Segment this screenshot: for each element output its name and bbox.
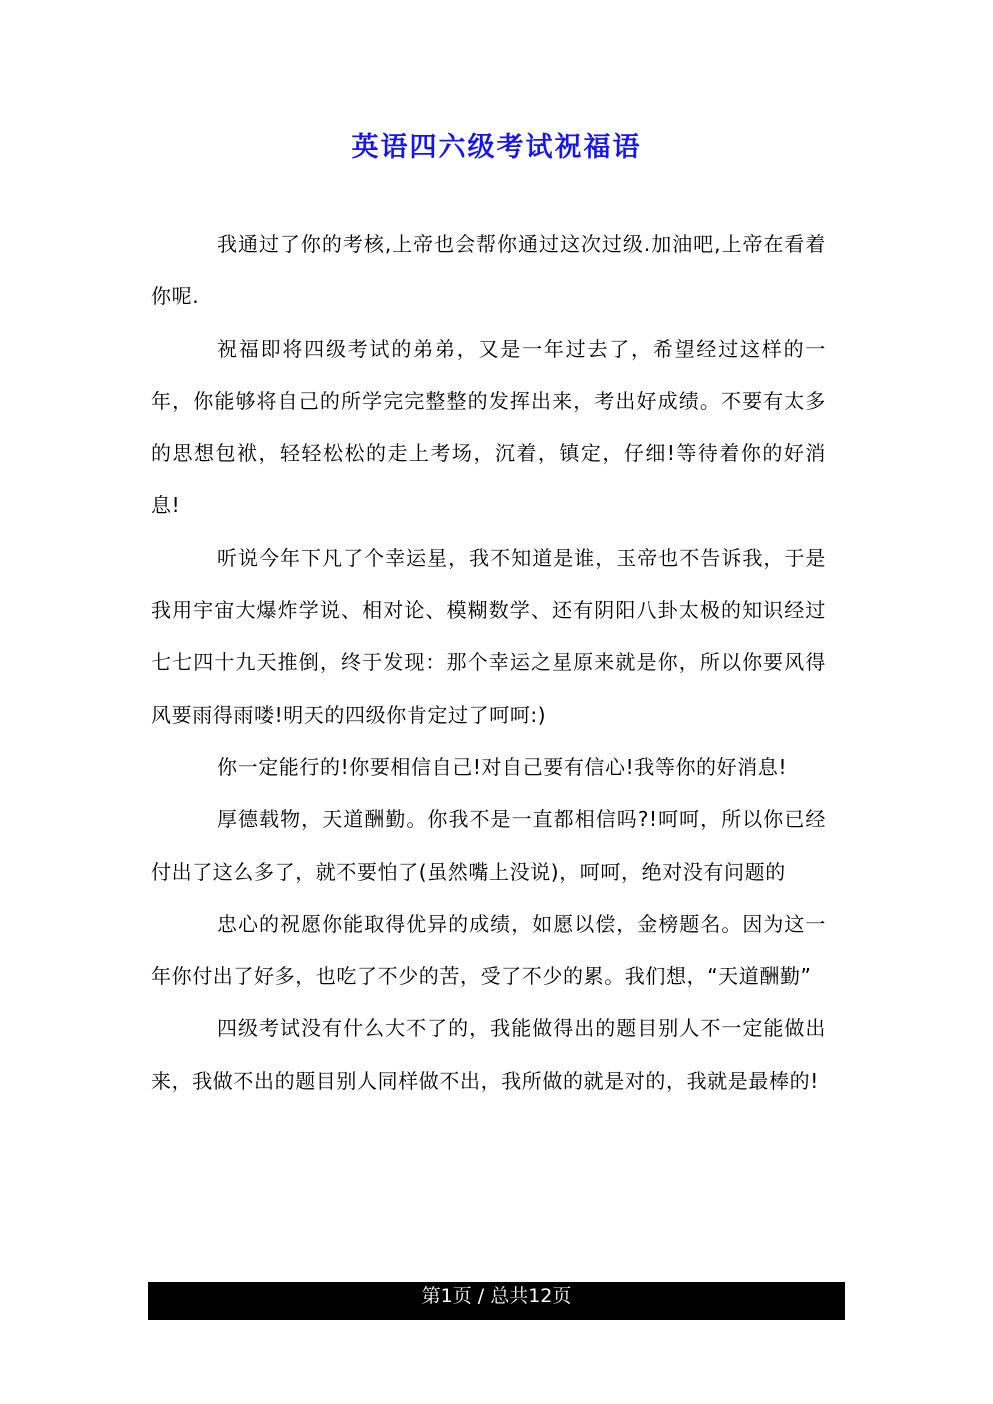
page-footer-bar [148, 1282, 845, 1320]
paragraph: 你一定能行的!你要相信自己!对自己要有信心!我等你的好消息! [217, 754, 788, 779]
paragraph: 听说今年下凡了个幸运星，我不知道是谁，玉帝也不告诉我，于是我用宇宙大爆炸学说、相对论、模糊数学、还有阴阳八卦太极的知识经过七七四十九天推倒，终于发现：那个幸运之星原来就是你，所以你要风得风要雨得雨喽!明天的四级你肯定过了呵呵:) [151, 545, 826, 727]
page-indicator: 第1页 / 总共12页 [421, 1285, 572, 1307]
paragraph: 四级考试没有什么大不了的，我能做得出的题目别人不一定能做出来，我做不出的题目别人同样做不出，我所做的就是对的，我就是最棒的! [151, 1016, 826, 1093]
document-body [151, 218, 826, 1107]
paragraph: 忠心的祝愿你能取得优异的成绩，如愿以偿，金榜题名。因为这一年你付出了好多，也吃了不少的苦，受了不少的累。我们想，“天道酬勤” [151, 911, 826, 989]
paragraph: 厚德载物，天道酬勤。你我不是一直都相信吗?!呵呵，所以你已经付出了这么多了，就不要怕了(虽然嘴上没说)，呵呵，绝对没有问题的 [151, 807, 826, 884]
paragraph: 我通过了你的考核,上帝也会帮你通过这次过级.加油吧,上帝在看着你呢. [151, 232, 826, 309]
paragraph: 祝福即将四级考试的弟弟，又是一年过去了，希望经过这样的一年，你能够将自己的所学完完整整的发挥出来，考出好成绩。不要有太多的思想包袱，轻轻松松的走上考场，沉着，镇定，仔细!等待着你的好消息! [151, 336, 826, 518]
document-title: 英语四六级考试祝福语 [351, 132, 642, 163]
